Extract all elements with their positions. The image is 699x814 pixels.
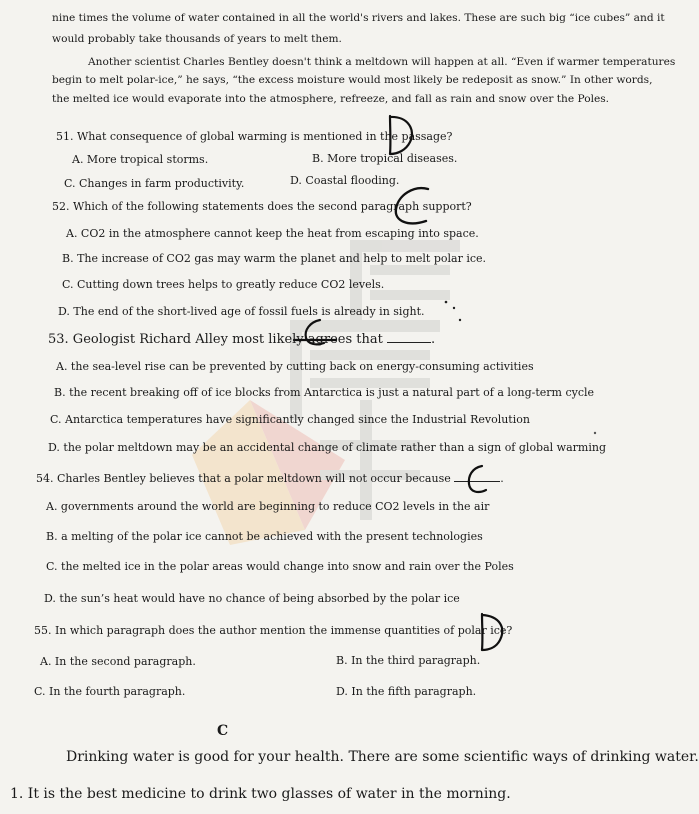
handwritten-answer-q55	[474, 610, 508, 654]
q53-option-a: A. the sea-level rise can be prevented by cutting back on energy-consuming activities	[56, 360, 534, 373]
q51-stem: 51. What consequence of global warming is mentioned in the passage?	[56, 130, 453, 143]
q55-stem: 55. In which paragraph does the author mention the immense quantities of polar ice?	[34, 624, 513, 637]
q53-answer-blank	[387, 333, 431, 343]
q54-stem	[36, 472, 504, 484]
q54-stem-end: .	[500, 472, 504, 485]
passage-line-1: nine times the volume of water contained in all the world's rivers and lakes. These are such big “ice cubes” and it	[52, 12, 665, 24]
q52-option-a: A. CO2 in the atmosphere cannot keep the heat from escaping into space.	[66, 227, 479, 240]
q51-option-d: D. Coastal flooding.	[290, 174, 400, 187]
q55-option-a: A. In the second paragraph.	[40, 655, 196, 668]
q53-stem	[48, 333, 435, 346]
q54-option-b: B. a melting of the polar ice cannot be achieved with the present technologies	[46, 530, 483, 543]
q53-option-b: B. the recent breaking off of ice blocks from Antarctica is just a natural part of a long-term cycle	[54, 386, 595, 399]
q52-option-b: B. The increase of CO2 gas may warm the planet and help to melt polar ice.	[62, 252, 487, 265]
q54-option-a: A. governments around the world are beginning to reduce CO2 levels in the air	[46, 500, 490, 513]
passage-line-4: begin to melt polar-ice,” he says, “the excess moisture would most likely be redeposit as snow.” In other words,	[52, 74, 653, 86]
q55-option-d: D. In the fifth paragraph.	[336, 685, 477, 698]
handwritten-answer-q51	[380, 112, 420, 158]
q51-option-a: A. More tropical storms.	[72, 153, 209, 166]
q55-option-c: C. In the fourth paragraph.	[34, 685, 186, 698]
q52-option-c: C. Cutting down trees helps to greatly reduce CO2 levels.	[62, 278, 385, 291]
q53-option-d: D. the polar meltdown may be an accidental change of climate rather than a sign of global warming	[48, 441, 606, 454]
q53-option-c: C. Antarctica temperatures have significantly changed since the Industrial Revolution	[50, 413, 530, 426]
handwritten-answer-q53	[290, 316, 340, 350]
handwritten-answer-q54	[460, 462, 492, 498]
q52-stem: 52. Which of the following statements does the second paragraph support?	[52, 200, 472, 213]
passage-line-3: Another scientist Charles Bentley doesn't think a meltdown will happen at all. “Even if warmer temperatures	[88, 56, 676, 68]
stray-ink-marks	[440, 296, 470, 326]
q55-option-b: B. In the third paragraph.	[336, 654, 481, 667]
section-c-item-1: 1. It is the best medicine to drink two glasses of water in the morning.	[10, 786, 511, 802]
stray-ink-dot	[590, 428, 600, 438]
q52-option-d: D. The end of the short-lived age of fossil fuels is already in sight.	[58, 305, 425, 318]
q53-stem-text: 53. Geologist Richard Alley most likely agrees that	[48, 332, 383, 347]
passage-line-2: would probably take thousands of years to melt them.	[52, 33, 342, 45]
handwritten-answer-q52	[388, 183, 438, 231]
q54-option-d: D. the sun’s heat would have no chance of being absorbed by the polar ice	[44, 592, 460, 605]
section-c-heading: C	[217, 723, 229, 739]
q54-option-c: C. the melted ice in the polar areas would change into snow and rain over the Poles	[46, 560, 514, 573]
q53-stem-end: .	[431, 332, 436, 347]
passage-line-5: the melted ice would evaporate into the atmosphere, refreeze, and fall as rain and snow over the Poles.	[52, 93, 610, 105]
q51-option-b: B. More tropical diseases.	[312, 152, 458, 165]
q54-stem-text: 54. Charles Bentley believes that a polar meltdown will not occur because	[36, 472, 451, 485]
section-c-intro: Drinking water is good for your health. There are some scientific ways of drinking water.	[66, 749, 699, 765]
q51-option-c: C. Changes in farm productivity.	[64, 177, 245, 190]
